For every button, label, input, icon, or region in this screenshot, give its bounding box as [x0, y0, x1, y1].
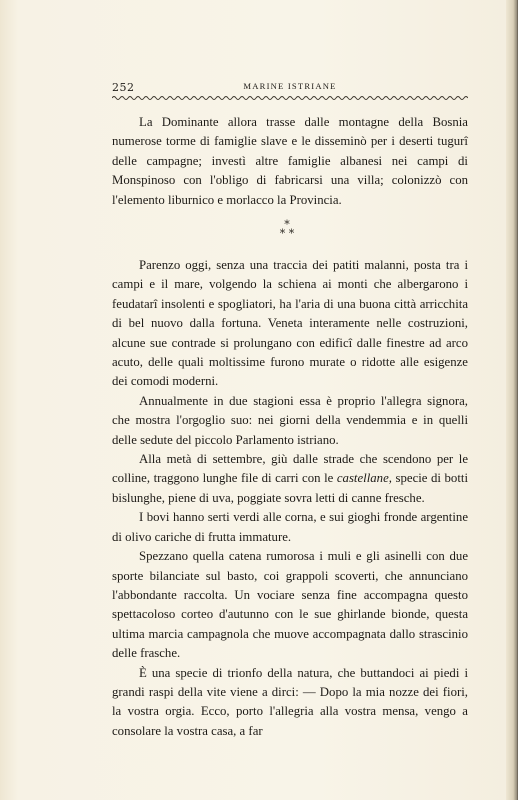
- wavy-rule: [112, 94, 468, 102]
- book-gutter-edge: [506, 0, 518, 800]
- italic-castellane: castellane,: [336, 471, 392, 486]
- paragraph-settembre: [112, 450, 468, 508]
- body-text: [112, 256, 468, 741]
- paragraph-bovi: I bovi hanno serti verdi alle corna, e sui gioghi fronde argentine di olivo cariche di frutta immature.: [112, 510, 468, 544]
- paragraph-annualmente: Annualmente in due stagioni essa è proprio l'allegra signora, che mostra l'orgoglio suo: nei giorni della vendemmia e in quelli delle sedute del piccolo Parlamento istriano.: [112, 393, 468, 447]
- paragraph-spezzano: Spezzano quella catena rumorosa i muli e gli asinelli con due sporte bilanciate sul basto, coi grappoli scoverti, che annunciano l'abbondante raccolta. Un vociare senza fine accompagna questo spettacoloso corteo d'autunno con le sue ghirlande bionde, questa ultima marcia campagnola che muove accompagnata dallo strascinio delle frasche.: [112, 549, 468, 661]
- running-title: MARINE ISTRIANE: [243, 81, 337, 91]
- paragraph-parenzo: Parenzo oggi, senza una traccia dei patiti malanni, posta tra i campi e il mare, volgendo la schiena ai monti che albergarono i feudatarî insolenti e spogliatori, ha l'aria di una buona città arricchita di bel nuovo dalla fortuna. Veneta interamente nelle costruzioni, alcune sue contrade si prolungano con edificî dalle finestre ad arco acuto, delle quali moltissime furono murate o ridotte alle esigenze dei comodi moderni.: [112, 258, 468, 389]
- paragraph-settembre-text: Alla metà di settembre, giù dalle strade che scendono per le colline, traggono lunghe file di carri con le: [112, 452, 468, 486]
- paragraph-trionfo: È una specie di trionfo della natura, che buttandoci ai piedi i grandi raspi della vite viene a dirci: — Dopo la mia nozze dei fiori, la vostra orgia. Ecco, porto l'allegria alla vostra mensa, vengo a consolare la vostra casa, a far: [112, 665, 468, 738]
- paragraph-settembre-tail: specie di botti bislunghe, piene di uva, poggiate sovra letti di canne fresche.: [112, 471, 468, 505]
- page-header: [112, 74, 468, 104]
- page-number: 252: [112, 81, 135, 94]
- paragraph-dominante: La Dominante allora trasse dalle montagne della Bosnia numerose torme di famiglie slave e le disseminò per i deserti tugurî delle campagne; investì altre famiglie albanesi nei campi di Monspinoso con l'obligo di fabricarsi una villa; colonizzò con l'elemento liburnico e morlacco la Provincia.: [112, 115, 468, 207]
- section-separator: * * *: [279, 218, 295, 240]
